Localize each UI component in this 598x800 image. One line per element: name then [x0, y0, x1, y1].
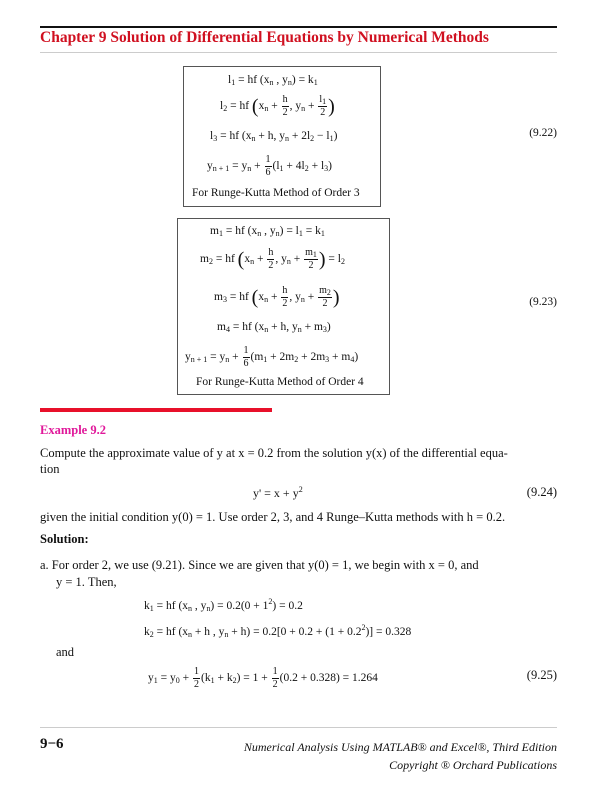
rk4-caption: For Runge-Kutta Method of Order 4 [196, 376, 364, 388]
rk3-eq-l3: $l_3$ = hf ($x_n + h$, $y_n + 2l_2 - l_1$) [210, 130, 338, 143]
y1-equation: $y_1 = y_0$ + $\frac{1}{2}$ $(k_1 + k_2) = 1$ + $\frac{1}{2}$ (0.2 + 0.328) = 1.264 [148, 666, 378, 690]
y1-eq-number: (9.25) [526, 668, 557, 682]
rk4-eq-y: $y_{n + 1} = y_n$ + $\frac{1}{6}$ $(m_1 + 2m_2 + 2m_3 + m_4)$ [185, 345, 359, 369]
book-title: Numerical Analysis Using MATLAB® and Excel®, Third Edition [243, 740, 557, 754]
rk4-eq-m1: $m_1$ = hf ($x_n$ , $y_n) = l_1 = k_1$ [210, 225, 325, 238]
example-red-bar [40, 408, 272, 412]
rk3-eq-number: (9.22) [529, 127, 557, 139]
ode-equation: $y' = x + y^2$ [253, 485, 303, 500]
header-rule [40, 26, 557, 28]
part-a-line-1: a. For order 2, we use (9.21). Since we are given that y(0) = 1, we begin with x = 0, and [40, 558, 479, 572]
k2-equation: $k_2$ = hf ($x_n + h$ , $y_n + h) = 0.2[0 + 0.2 + (1 + 0.2^2)] = 0.328$ [144, 623, 412, 639]
and-label: and [56, 645, 75, 659]
rk3-caption: For Runge-Kutta Method of Order 3 [192, 187, 360, 199]
part-a-line-2: y = 1. Then, [56, 575, 117, 589]
rk3-eq-l1: $l_1$ = hf ($x_n$ , $y_n) = k_1$ [228, 74, 318, 87]
chapter-title: Chapter 9 Solution of Differential Equations by Numerical Methods [40, 29, 489, 46]
problem-line-2: tion [40, 462, 60, 476]
rk3-eq-l2: $l_2$ = hf ($x_n$ + $\frac{h}{2}$ , $y_n$ + $\frac{l_1}{2}$ ) [220, 94, 335, 118]
page-number: 9−6 [40, 736, 64, 752]
example-title: Example 9.2 [40, 423, 106, 437]
solution-label: Solution: [40, 532, 89, 546]
given-line: given the initial condition y(0) = 1. Use order 2, 3, and 4 Runge–Kutta methods with h = 0.2. [40, 510, 506, 524]
rk4-eq-m4: $m_4$ = hf ($x_n + h$, $y_n + m_3$) [217, 321, 331, 334]
rk3-eq-y: $y_{n + 1} = y_n$ + $\frac{1}{6}$ $(l_1 + 4l_2 + l_3)$ [207, 154, 333, 178]
rk4-eq-m3: $m_3$ = hf ($x_n$ + $\frac{h}{2}$ , $y_n$ + $\frac{m_2}{2}$ ) [214, 285, 340, 309]
ode-eq-number: (9.24) [526, 485, 557, 499]
copyright: Copyright ® Orchard Publications [389, 758, 557, 772]
rk4-eq-number: (9.23) [529, 296, 557, 308]
rk4-eq-m2: $m_2$ = hf ($x_n$ + $\frac{h}{2}$ , $y_n$ + $\frac{m_1}{2}$ ) = $l_2$ [200, 247, 345, 271]
problem-line-1: Compute the approximate value of y at x = 0.2 from the solution y(x) of the differential equa- [40, 446, 508, 460]
header-divider [40, 52, 557, 53]
k1-equation: $k_1$ = hf ($x_n$ , $y_n) = 0.2(0 + 1^2) = 0.2$ [144, 597, 303, 613]
footer-rule [40, 727, 557, 728]
